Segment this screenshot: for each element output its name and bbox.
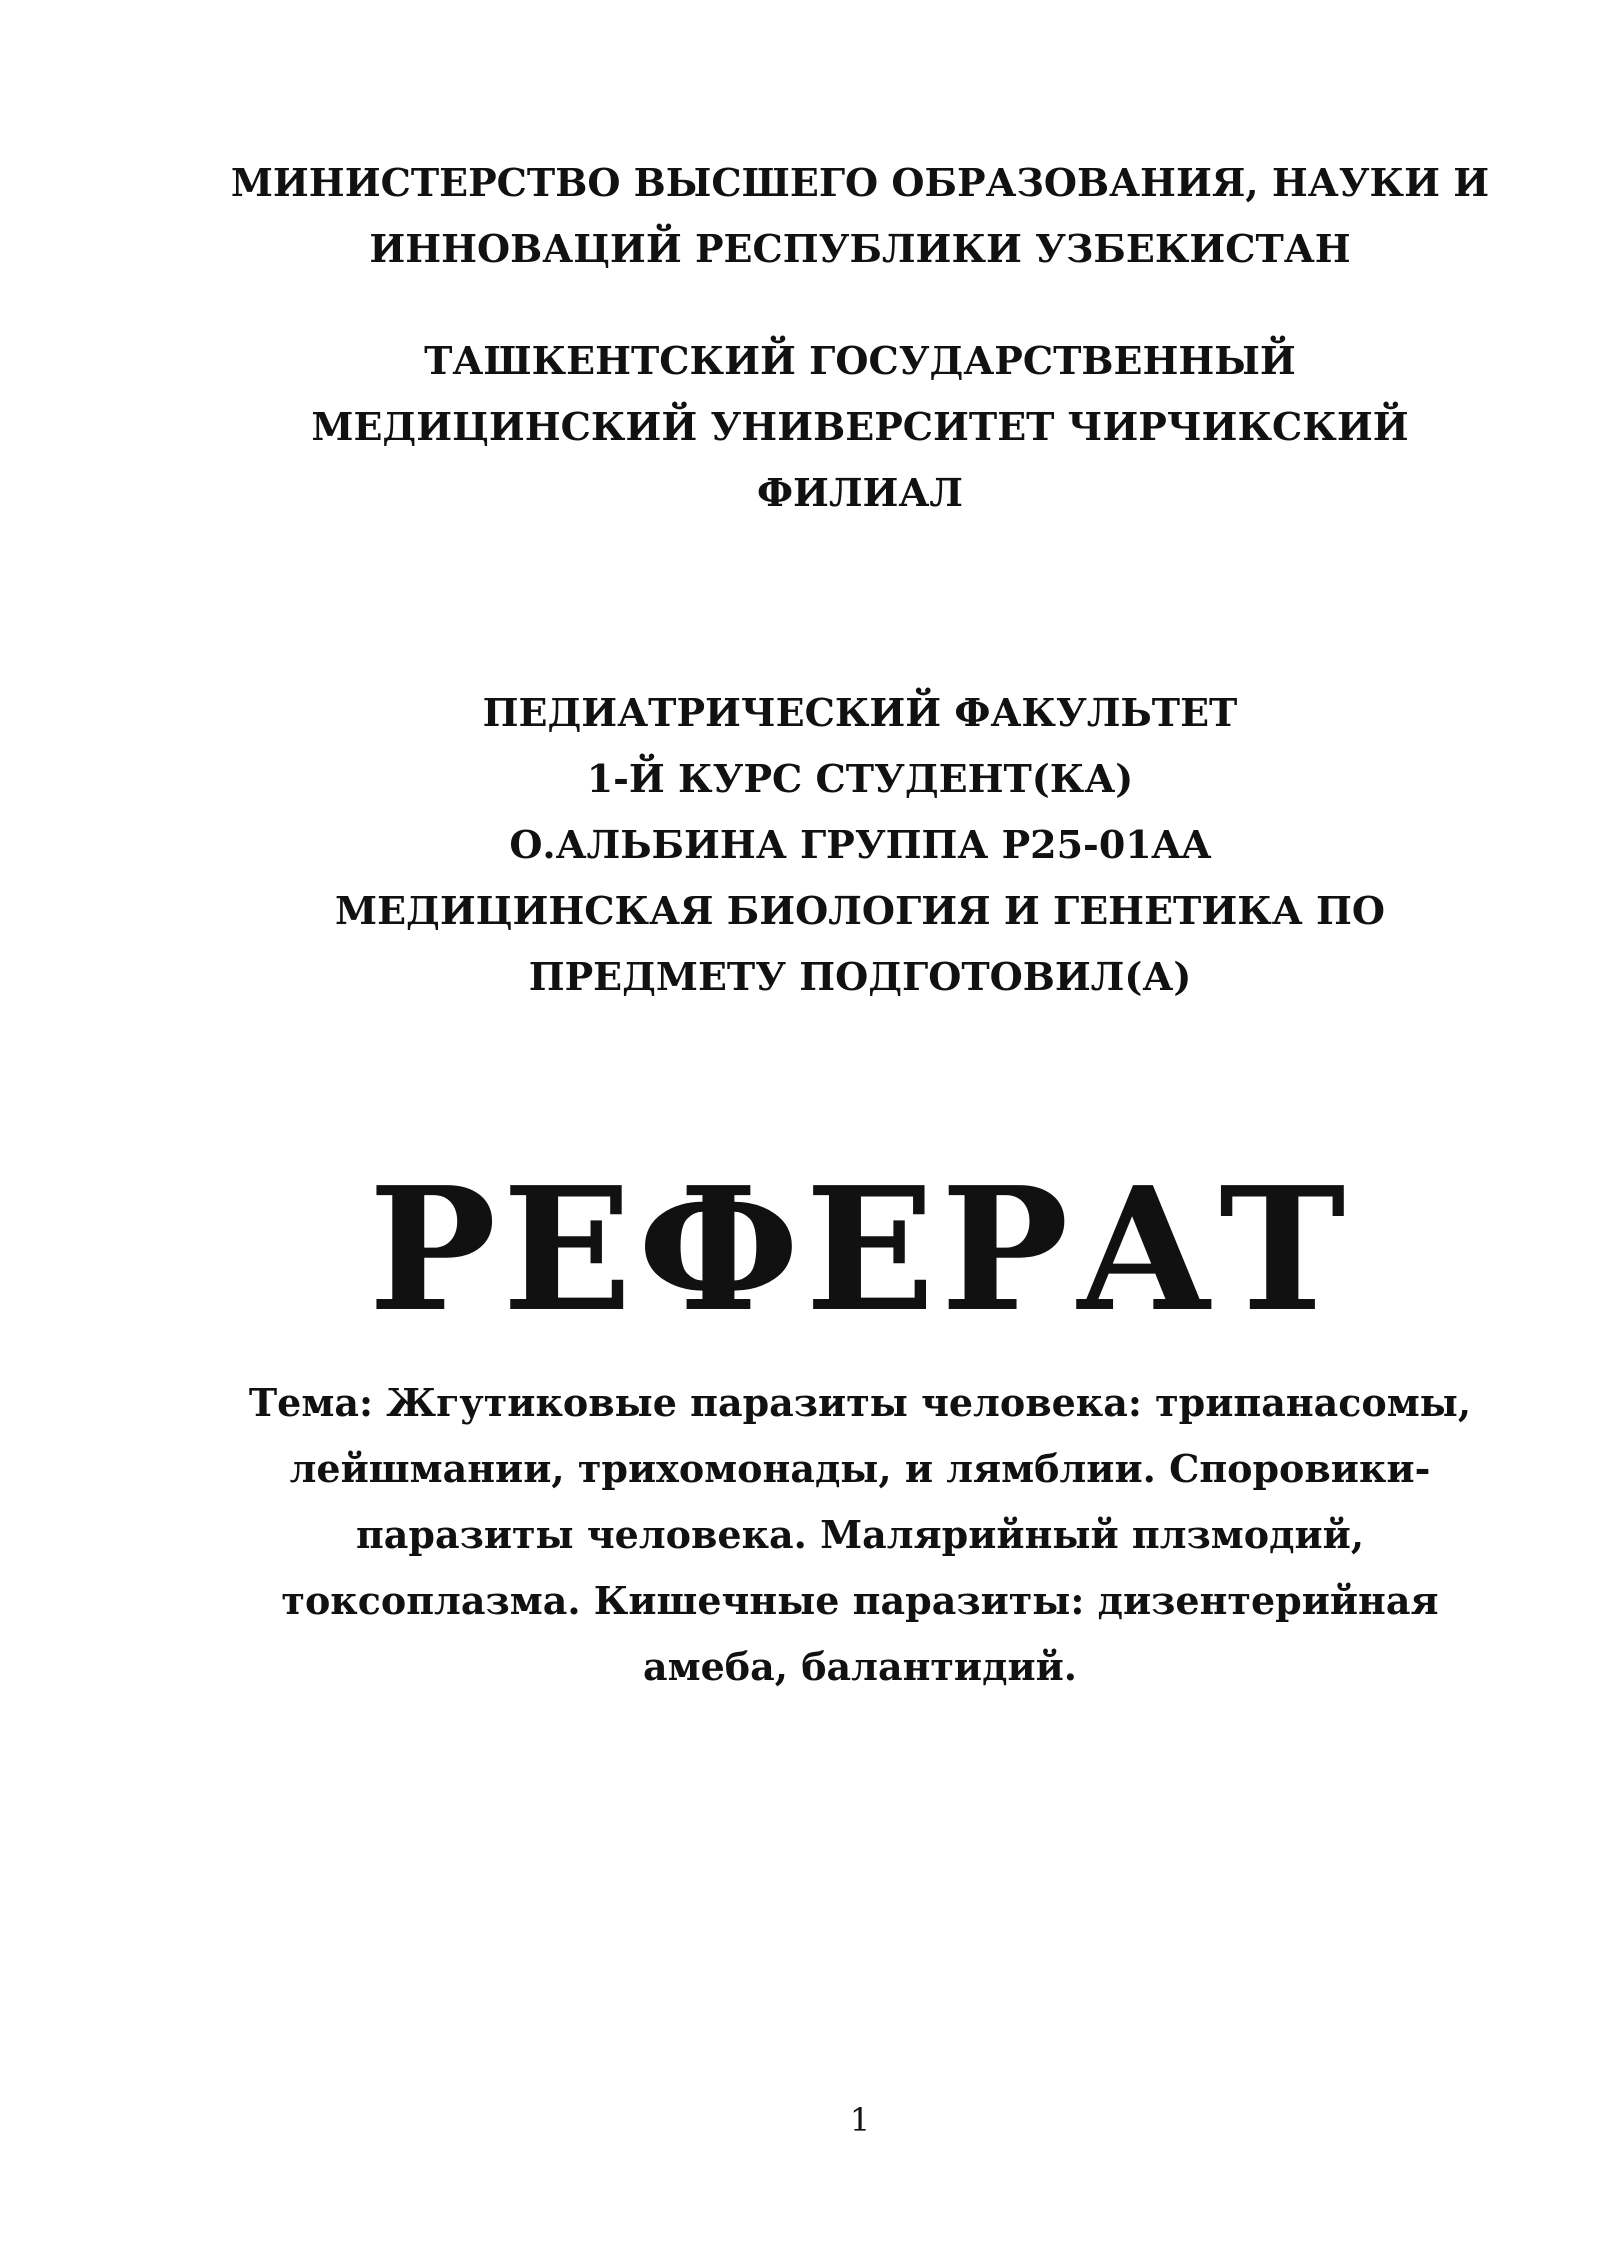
topic-line: лейшмании, трихомонады, и лямблии. Споровики- xyxy=(289,1446,1431,1491)
topic-line: амеба, балантидий. xyxy=(642,1644,1078,1689)
student-info xyxy=(200,680,1520,1010)
student-group-line: О.АЛЬБИНА ГРУППА P25-01AA xyxy=(509,822,1211,867)
faculty-line: ПЕДИАТРИЧЕСКИЙ ФАКУЛЬТЕТ xyxy=(482,690,1238,735)
topic-line: Тема: Жгутиковые паразиты человека: трипанасомы, xyxy=(248,1380,1472,1425)
ministry-header xyxy=(200,150,1520,282)
document-title: РЕФЕРАТ xyxy=(368,1150,1352,1350)
university-line: МЕДИЦИНСКИЙ УНИВЕРСИТЕТ ЧИРЧИКСКИЙ xyxy=(311,404,1409,449)
university-line: ТАШКЕНТСКИЙ ГОСУДАРСТВЕННЫЙ xyxy=(424,338,1296,383)
topic-line: паразиты человека. Малярийный плзмодий, xyxy=(355,1512,1365,1557)
page-number: 1 xyxy=(849,2101,871,2139)
topic-line: токсоплазма. Кишечные паразиты: дизентерийная xyxy=(281,1578,1439,1623)
ministry-line: МИНИСТЕРСТВО ВЫСШЕГО ОБРАЗОВАНИЯ, НАУКИ И xyxy=(230,160,1490,205)
university-line: ФИЛИАЛ xyxy=(756,470,963,515)
prepared-by-line: ПРЕДМЕТУ ПОДГОТОВИЛ(А) xyxy=(528,954,1192,999)
university-name xyxy=(200,328,1520,526)
topic xyxy=(200,1370,1520,1700)
subject-line: МЕДИЦИНСКАЯ БИОЛОГИЯ И ГЕНЕТИКА ПО xyxy=(335,888,1385,933)
course-line: 1-Й КУРС СТУДЕНТ(КА) xyxy=(586,756,1134,801)
ministry-line: ИННОВАЦИЙ РЕСПУБЛИКИ УЗБЕКИСТАН xyxy=(369,226,1351,271)
